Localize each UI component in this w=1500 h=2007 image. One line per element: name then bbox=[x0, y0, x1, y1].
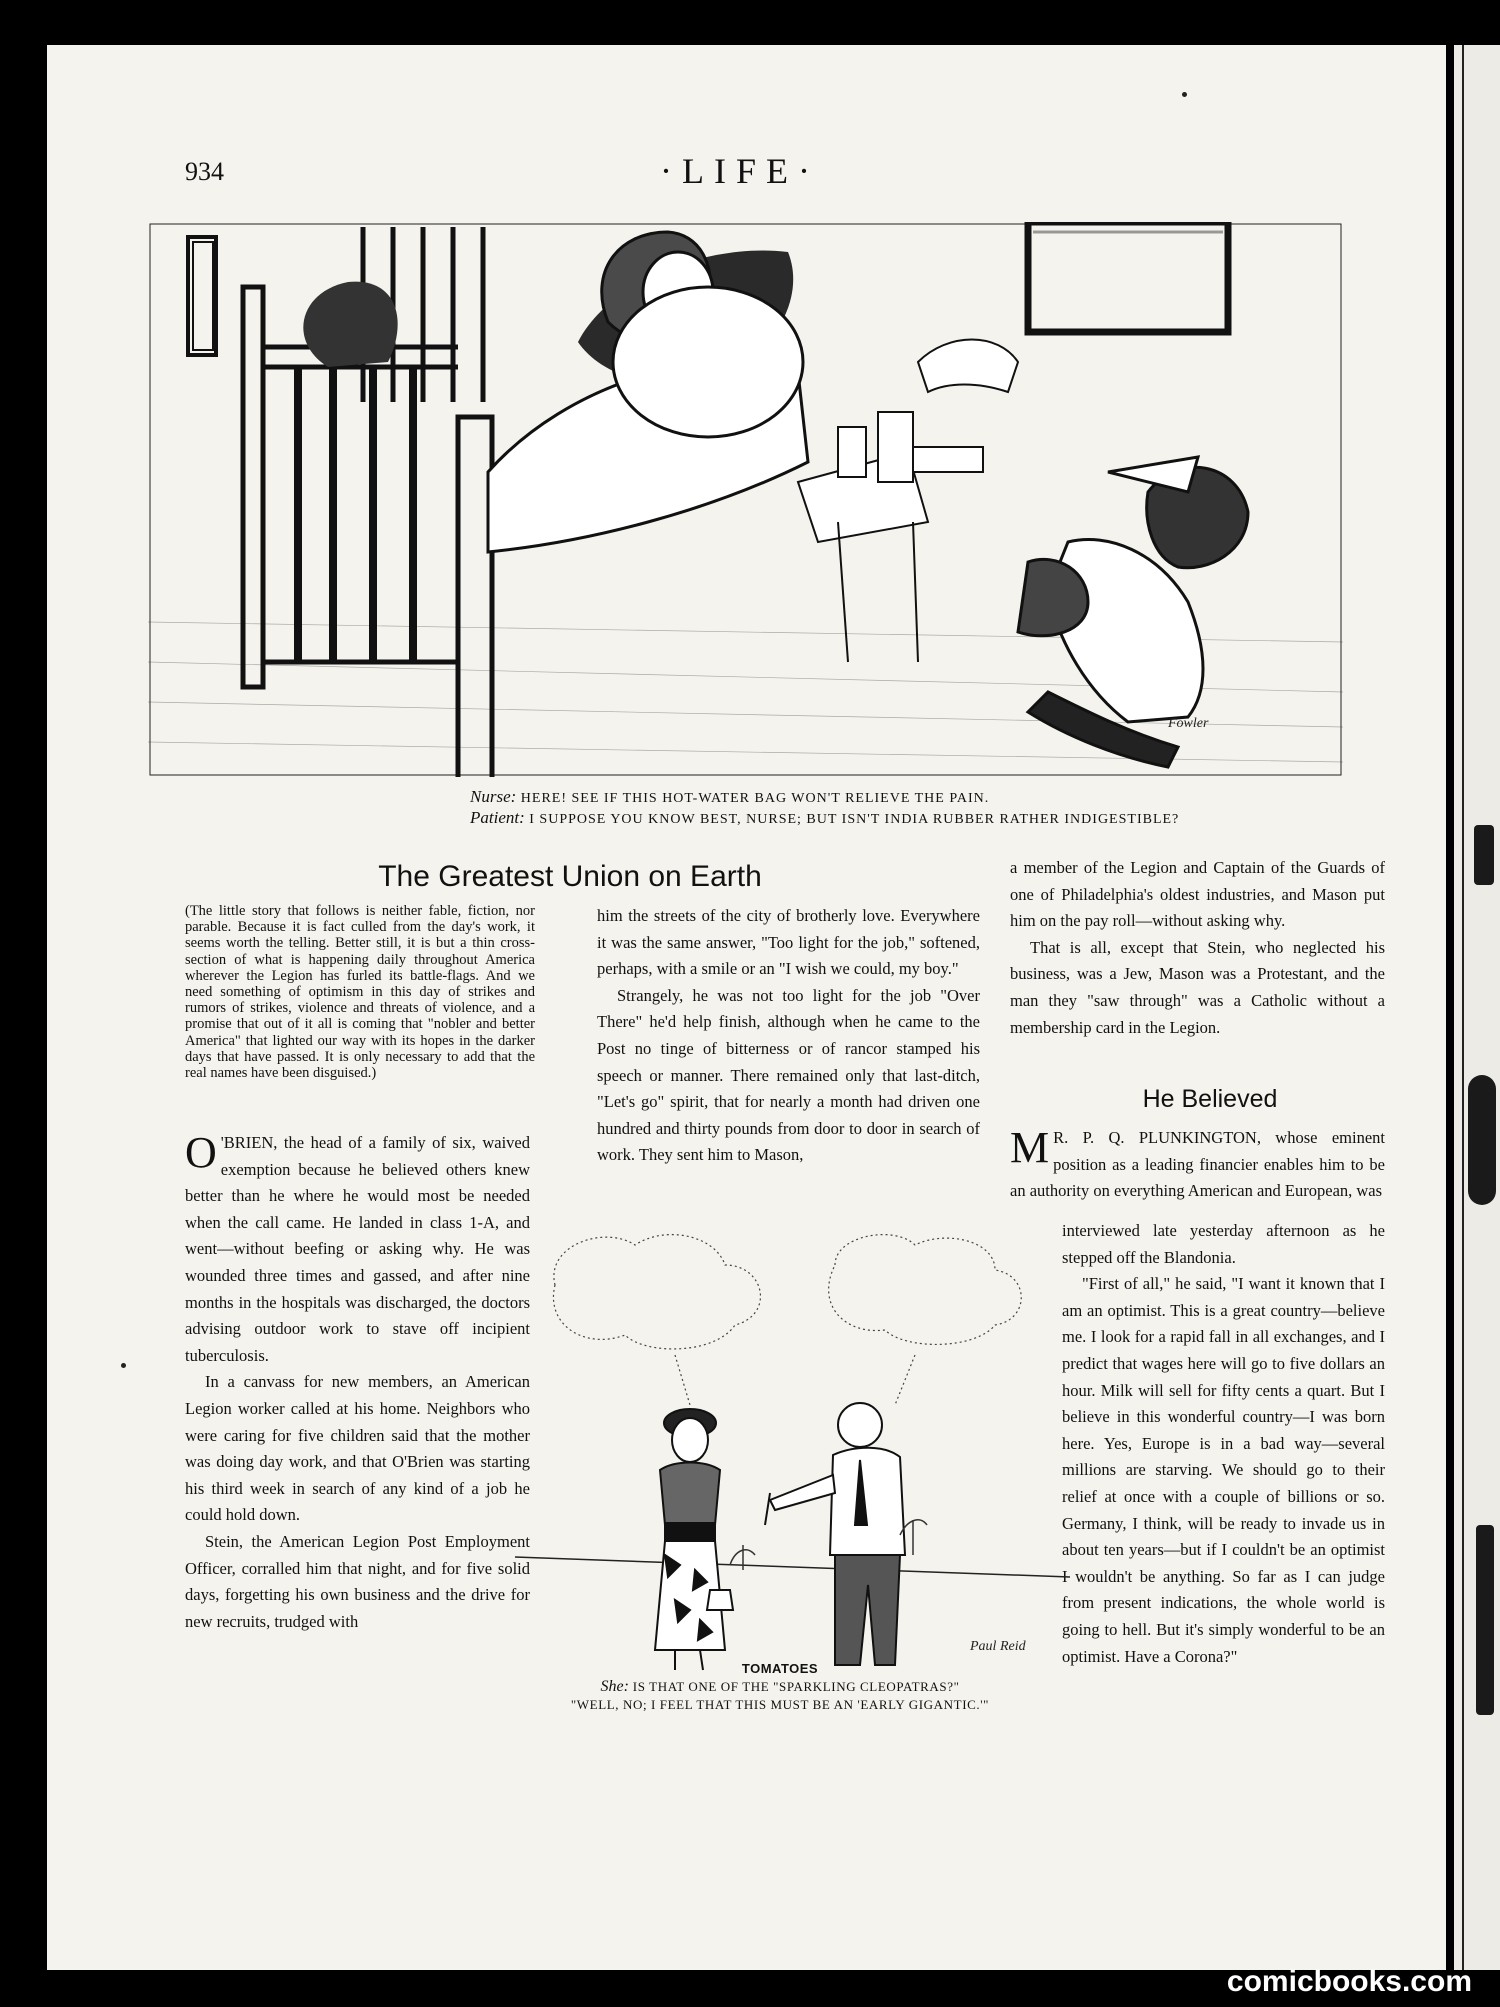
paragraph: interviewed late yesterday afternoon as he stepped off the Blandonia. bbox=[1062, 1221, 1385, 1267]
caption-line-patient: Patient: I SUPPOSE YOU KNOW BEST, NURSE; BUT ISN'T INDIA RUBBER RATHER INDIGESTIBLE? bbox=[470, 808, 1180, 827]
tomatoes-cartoon-illustration bbox=[515, 1225, 1070, 1680]
he-believed-body bbox=[1010, 1125, 1385, 1205]
cartoon-signature: Fowler bbox=[1168, 716, 1209, 731]
article-column-1 bbox=[185, 1130, 530, 1635]
watermark: comicbooks.com bbox=[1226, 1965, 1472, 1998]
caption-line-nurse: Nurse: HERE! SEE IF THIS HOT-WATER BAG WON'T RELIEVE THE PAIN. bbox=[470, 787, 990, 806]
cartoon-signature: Paul Reid bbox=[970, 1639, 1026, 1654]
cartoon-caption bbox=[470, 787, 1230, 829]
hospital-cartoon-illustration bbox=[148, 222, 1343, 777]
cartoon-title: TOMATOES bbox=[741, 1661, 819, 1676]
paragraph: him the streets of the city of brotherly love. Everywhere it was the same answer, "Too light for the job," softened, perhaps, with a smile or an "I wish we could, my boy." bbox=[597, 906, 980, 979]
paragraph: "First of all," he said, "I want it known that I am an optimist. This is a great country—believe me. I look for a rapid fall in all exchanges, and I predict that wages here will go to five dollars an hour. Milk will sell for fifty cents a quart. But I believe in this wonderful country—I was born here. Yes, Europe is in a bad way—several millions are starving. We should go to their relief at once with a couple of billions or so. Germany, I think, will be ready to invade us in about ten years—but if I couldn't be an optimist I wouldn't be anything. So far as I can judge from present indications, the whole world is going to hell. But it's simply wonderful to be an optimist. Have a Corona?" bbox=[1062, 1274, 1385, 1666]
paragraph: a member of the Legion and Captain of the Guards of one of Philadelphia's oldest industries, and Mason put him on the pay roll—without asking why. bbox=[1010, 858, 1385, 931]
article-intro: (The little story that follows is neither fable, fiction, nor parable. Because it is fact culled from the day's work, it seems worth the telling. Better still, it is but a thin cross-section of what is happening daily throughout America wherever the Legion has furled its battle-flags. And we need something of optimism in this day of strikes and rumors of strikes, violence and threats of violence, and a promise that out of it all is coming that "nobler and better America" that lighted our way with its hopes in the darker days that have passed. It is only necessary to add that the real names have been disguised.) bbox=[185, 903, 535, 1082]
tomatoes-caption bbox=[560, 1660, 1000, 1714]
page-gutter bbox=[1446, 0, 1454, 2007]
adjacent-page-edge bbox=[1454, 45, 1500, 1970]
he-believed-continued bbox=[1062, 1218, 1385, 1670]
paragraph: That is all, except that Stein, who neglected his business, was a Jew, Mason was a Protestant, and the man they "saw through" was a Catholic without a membership card in the Legion. bbox=[1010, 937, 1385, 1037]
paragraph: 'BRIEN, the head of a family of six, waived exemption because he believed others knew better than he where he would most be needed when the call came. He landed in class 1-A, and went—without beefing or asking why. He was wounded three times and gassed, and after nine months in the hospitals was discharged, the doctors advising outdoor work to stave off incipient tuberculosis. bbox=[185, 1133, 530, 1365]
paragraph: In a canvass for new members, an American Legion worker called at his home. Neighbors who were caring for five children said that the mother was doing day work, and that O'Brien was starting his third week in search of any kind of a job he could hold down. bbox=[185, 1372, 530, 1525]
paragraph: Strangely, he was not too light for the job "Over There" he'd help finish, although when he came to the Post no tinge of bitterness or of rancor stamped his speech or manner. There remained only that last-ditch, "Let's go" spirit, that for nearly a month had driven one hundred and thirty pounds from door to door in search of work. They sent him to Mason, bbox=[597, 985, 980, 1165]
article-column-3 bbox=[1010, 855, 1385, 1041]
paragraph: R. P. Q. PLUNKINGTON, whose eminent position as a leading financier enables him to be an authority on everything American and European, was bbox=[1010, 1128, 1385, 1201]
running-head: ·LIFE· bbox=[660, 151, 820, 191]
page-number: 934 bbox=[185, 157, 224, 186]
drop-cap: M bbox=[1010, 1123, 1050, 1172]
caption-line-she: She: IS THAT ONE OF THE "SPARKLING CLEOPATRAS?" bbox=[600, 1678, 960, 1695]
section-title: He Believed bbox=[1142, 1085, 1278, 1113]
paragraph: Stein, the American Legion Post Employment Officer, corralled him that night, and for five solid days, forgetting his own business and the drive for new recruits, trudged with bbox=[185, 1531, 530, 1631]
caption-line-reply: "WELL, NO; I FEEL THAT THIS MUST BE AN 'EARLY GIGANTIC.'" bbox=[570, 1697, 990, 1712]
drop-cap: O bbox=[185, 1128, 217, 1177]
article-column-2 bbox=[597, 903, 980, 1169]
article-title: The Greatest Union on Earth bbox=[378, 860, 762, 893]
